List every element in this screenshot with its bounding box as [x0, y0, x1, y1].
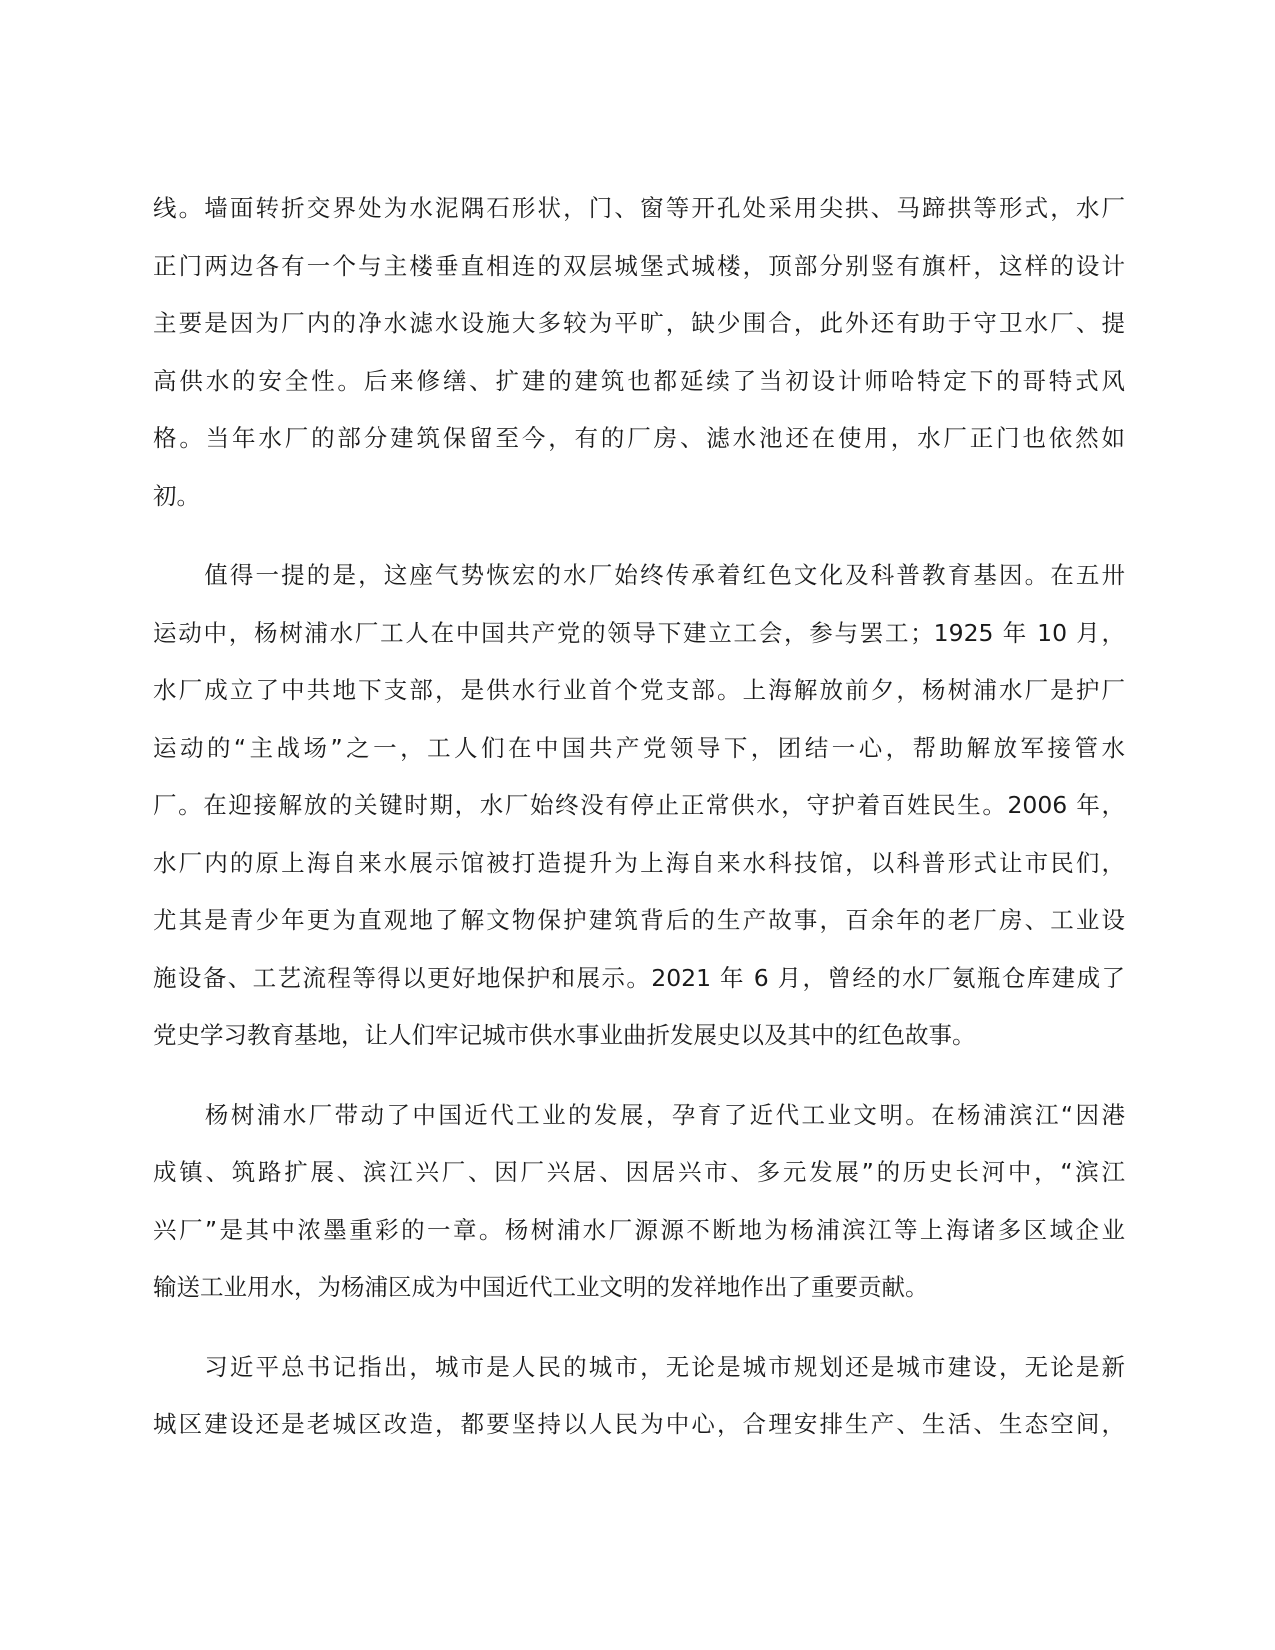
text-line: 党史学习教育基地，让人们牢记城市供水事业曲折发展史以及其中的红色故事。	[153, 1021, 976, 1049]
text-line: 施设备、工艺流程等得以更好地保护和展示。2021 年 6 月，曾经的水厂氨瓶仓库建成了	[153, 963, 1125, 992]
paragraph-industrial-civilization	[153, 1087, 1125, 1317]
text-line: 运动中，杨树浦水厂工人在中国共产党的领导下建立工会，参与罢工；1925 年 10 月，	[153, 618, 1125, 647]
text-line: 杨树浦水厂带动了中国近代工业的发展，孕育了近代工业文明。在杨浦滨江“因港	[153, 1100, 1125, 1129]
body-text	[153, 180, 1125, 1476]
paragraph-gothic-architecture	[153, 180, 1125, 525]
text-line: 水厂内的原上海自来水展示馆被打造提升为上海自来水科技馆，以科普形式让市民们，	[153, 848, 1125, 877]
paragraph-peoples-city	[153, 1339, 1125, 1454]
text-line: 兴厂”是其中浓墨重彩的一章。杨树浦水厂源源不断地为杨浦滨江等上海诸多区域企业	[153, 1215, 1125, 1244]
text-line: 初。	[153, 481, 200, 510]
text-line: 高供水的安全性。后来修缮、扩建的建筑也都延续了当初设计师哈特定下的哥特式风	[153, 366, 1125, 395]
text-line: 输送工业用水，为杨浦区成为中国近代工业文明的发祥地作出了重要贡献。	[153, 1273, 929, 1301]
text-line: 厂。在迎接解放的关键时期，水厂始终没有停止正常供水，守护着百姓民生。2006 年，	[153, 791, 1125, 819]
text-line: 线。墙面转折交界处为水泥隅石形状，门、窗等开孔处采用尖拱、马蹄拱等形式，水厂	[153, 194, 1125, 222]
text-line: 成镇、筑路扩展、滨江兴厂、因厂兴居、因居兴市、多元发展”的历史长河中，“滨江	[153, 1158, 1125, 1186]
text-line: 尤其是青少年更为直观地了解文物保护建筑背后的生产故事，百余年的老厂房、工业设	[153, 906, 1125, 934]
text-line: 水厂成立了中共地下支部，是供水行业首个党支部。上海解放前夕，杨树浦水厂是护厂	[153, 676, 1125, 704]
text-line: 主要是因为厂内的净水滤水设施大多较为平旷，缺少围合，此外还有助于守卫水厂、提	[153, 309, 1125, 337]
text-line: 运动的“主战场”之一，工人们在中国共产党领导下，团结一心，帮助解放军接管水	[153, 733, 1125, 762]
paragraph-red-culture	[153, 547, 1125, 1065]
text-line: 习近平总书记指出，城市是人民的城市，无论是城市规划还是城市建设，无论是新	[153, 1352, 1125, 1381]
text-line: 值得一提的是，这座气势恢宏的水厂始终传承着红色文化及科普教育基因。在五卅	[153, 561, 1125, 589]
text-line: 正门两边各有一个与主楼垂直相连的双层城堡式城楼，顶部分别竖有旗杆，这样的设计	[153, 251, 1125, 280]
text-line: 城区建设还是老城区改造，都要坚持以人民为中心，合理安排生产、生活、生态空间，	[153, 1410, 1125, 1438]
text-line: 格。当年水厂的部分建筑保留至今，有的厂房、滤水池还在使用，水厂正门也依然如	[153, 424, 1125, 452]
